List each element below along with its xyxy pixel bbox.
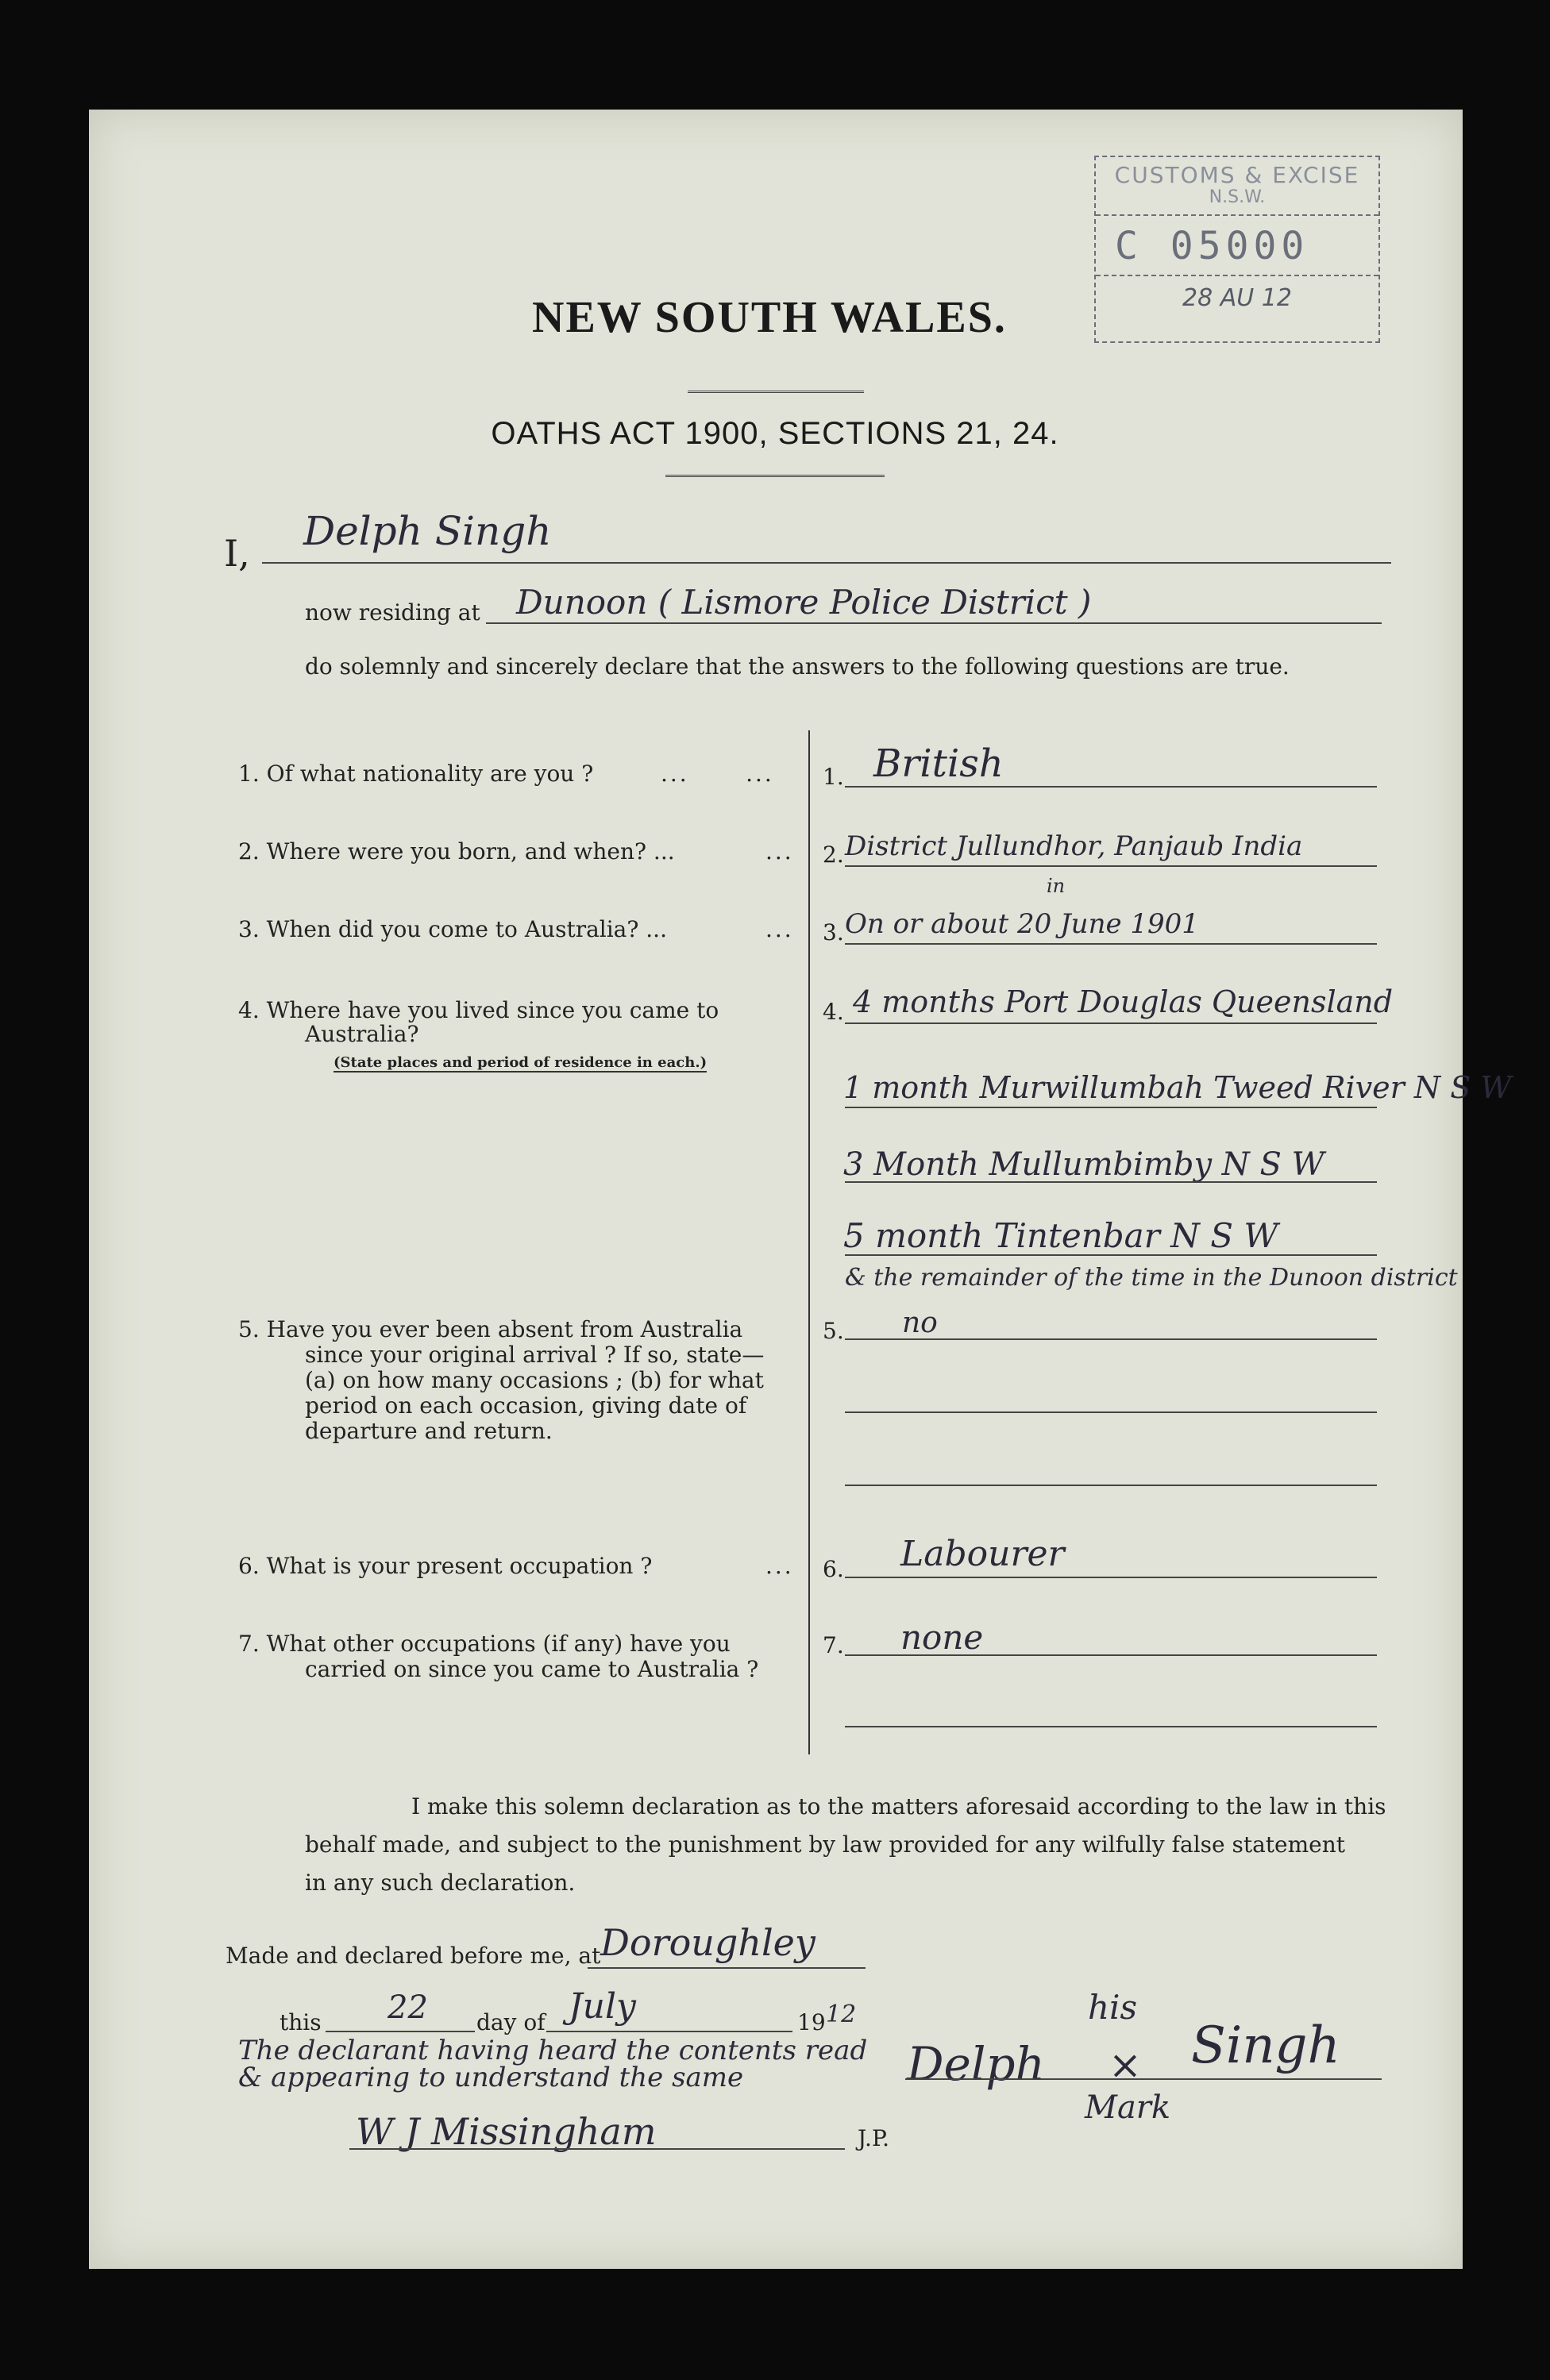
declarant-signature-first: Delph — [907, 2037, 1045, 2091]
answer-7-number: 7. — [823, 1632, 844, 1658]
residence-line — [486, 622, 1382, 624]
declaration-line2: behalf made, and subject to the punishment by law provided for any wilfully false statement — [305, 1831, 1346, 1858]
answer-7: none — [900, 1618, 984, 1657]
question-5-line4: period on each occasion, giving date of — [305, 1392, 747, 1419]
question-5-line2: since your original arrival ? If so, state— — [305, 1342, 765, 1368]
declaration-line3: in any such declaration. — [305, 1870, 576, 1896]
residence-history-2: 1 month Murwillumbah Tweed River N S W — [843, 1070, 1512, 1105]
declared-day: 22 — [388, 1989, 428, 2026]
answer-3-insert: in — [1047, 875, 1066, 897]
year-prefix: 19 — [797, 2009, 826, 2035]
his-label: his — [1088, 1988, 1138, 2027]
declarant-name: Delph Singh — [303, 508, 552, 554]
subtitle-ornament — [665, 475, 885, 477]
question-6: 6. What is your present occupation ? — [238, 1553, 653, 1579]
declared-place: Doroughley — [600, 1921, 815, 1964]
question-4-line2: Australia? — [305, 1021, 419, 1047]
title-ornament — [688, 391, 864, 393]
declarant-prefix: I, — [224, 532, 250, 575]
answer-2-number: 2. — [823, 841, 844, 868]
jp-signature: W J Missingham — [356, 2110, 657, 2153]
declarant-signature-last: Singh — [1191, 2016, 1340, 2075]
residence-history-5: & the remainder of the time in the Dunoon district — [845, 1264, 1458, 1292]
answer-1: British — [873, 741, 1004, 786]
answer-5-number: 5. — [823, 1318, 844, 1344]
question-1: 1. Of what nationality are you ? — [238, 761, 594, 787]
column-divider — [808, 730, 810, 1754]
answer-4-number: 4. — [823, 999, 844, 1025]
declarant-mark: × — [1109, 2042, 1142, 2088]
stamp-header: CUSTOMS & EXCISE — [1114, 162, 1360, 188]
jp-label: J.P. — [858, 2125, 890, 2151]
residence-history-3: 3 Month Mullumbimby N S W — [843, 1146, 1324, 1183]
answer-6-number: 6. — [823, 1556, 844, 1582]
day-of-label: day of — [476, 2009, 546, 2035]
residence-history-4: 5 month Tintenbar N S W — [843, 1216, 1278, 1255]
answer-3: On or about 20 June 1901 — [845, 908, 1199, 940]
answer-6: Labourer — [900, 1534, 1065, 1574]
mark-label: Mark — [1085, 2089, 1171, 2126]
stamp-number: C 05000 — [1115, 224, 1309, 268]
residing-label: now residing at — [305, 599, 480, 626]
year-suffix: 12 — [826, 2001, 857, 2028]
question-4-line1: Where have you lived since you came to — [266, 997, 719, 1023]
question-5-line3: (a) on how many occasions ; (b) for what — [305, 1367, 764, 1393]
question-5-line1: 5. Have you ever been absent from Australia — [238, 1316, 743, 1342]
question-3: 3. When did you come to Australia? ... — [238, 916, 667, 942]
declared-month: July — [569, 1986, 636, 2027]
form-title: NEW SOUTH WALES. — [532, 293, 1007, 342]
question-2: 2. Where were you born, and when? ... — [238, 838, 675, 865]
name-line — [262, 562, 1391, 564]
answer-3-number: 3. — [823, 919, 844, 945]
jp-note: The declarant having heard the contents read & appearing to understand the same — [238, 2035, 868, 2093]
answer-2: District Jullundhor, Panjaub India — [845, 830, 1303, 862]
declaration-line1: I make this solemn declaration as to the matters aforesaid according to the law in this — [411, 1793, 1386, 1820]
question-7-line2: carried on since you came to Australia ? — [305, 1656, 759, 1682]
answer-4: 4 months Port Douglas Queensland — [853, 984, 1394, 1019]
residence: Dunoon ( Lismore Police District ) — [516, 583, 1092, 622]
declare-text: do solemnly and sincerely declare that the answers to the following questions are true. — [305, 653, 1290, 680]
stamp-state: N.S.W. — [1209, 187, 1266, 207]
act-subtitle: OATHS ACT 1900, SECTIONS 21, 24. — [491, 416, 1059, 451]
question-5-line5: departure and return. — [305, 1418, 553, 1444]
customs-stamp — [1094, 156, 1380, 343]
question-4-note: (State places and period of residence in each.) — [334, 1054, 708, 1071]
answer-1-number: 1. — [823, 764, 844, 790]
made-declared-label: Made and declared before me, at — [226, 1943, 601, 1969]
this-label: this — [280, 2009, 322, 2035]
stamp-date: 28 AU 12 — [1182, 284, 1292, 312]
question-7-line1: 7. What other occupations (if any) have you — [238, 1631, 731, 1657]
answer-5: no — [902, 1307, 938, 1339]
